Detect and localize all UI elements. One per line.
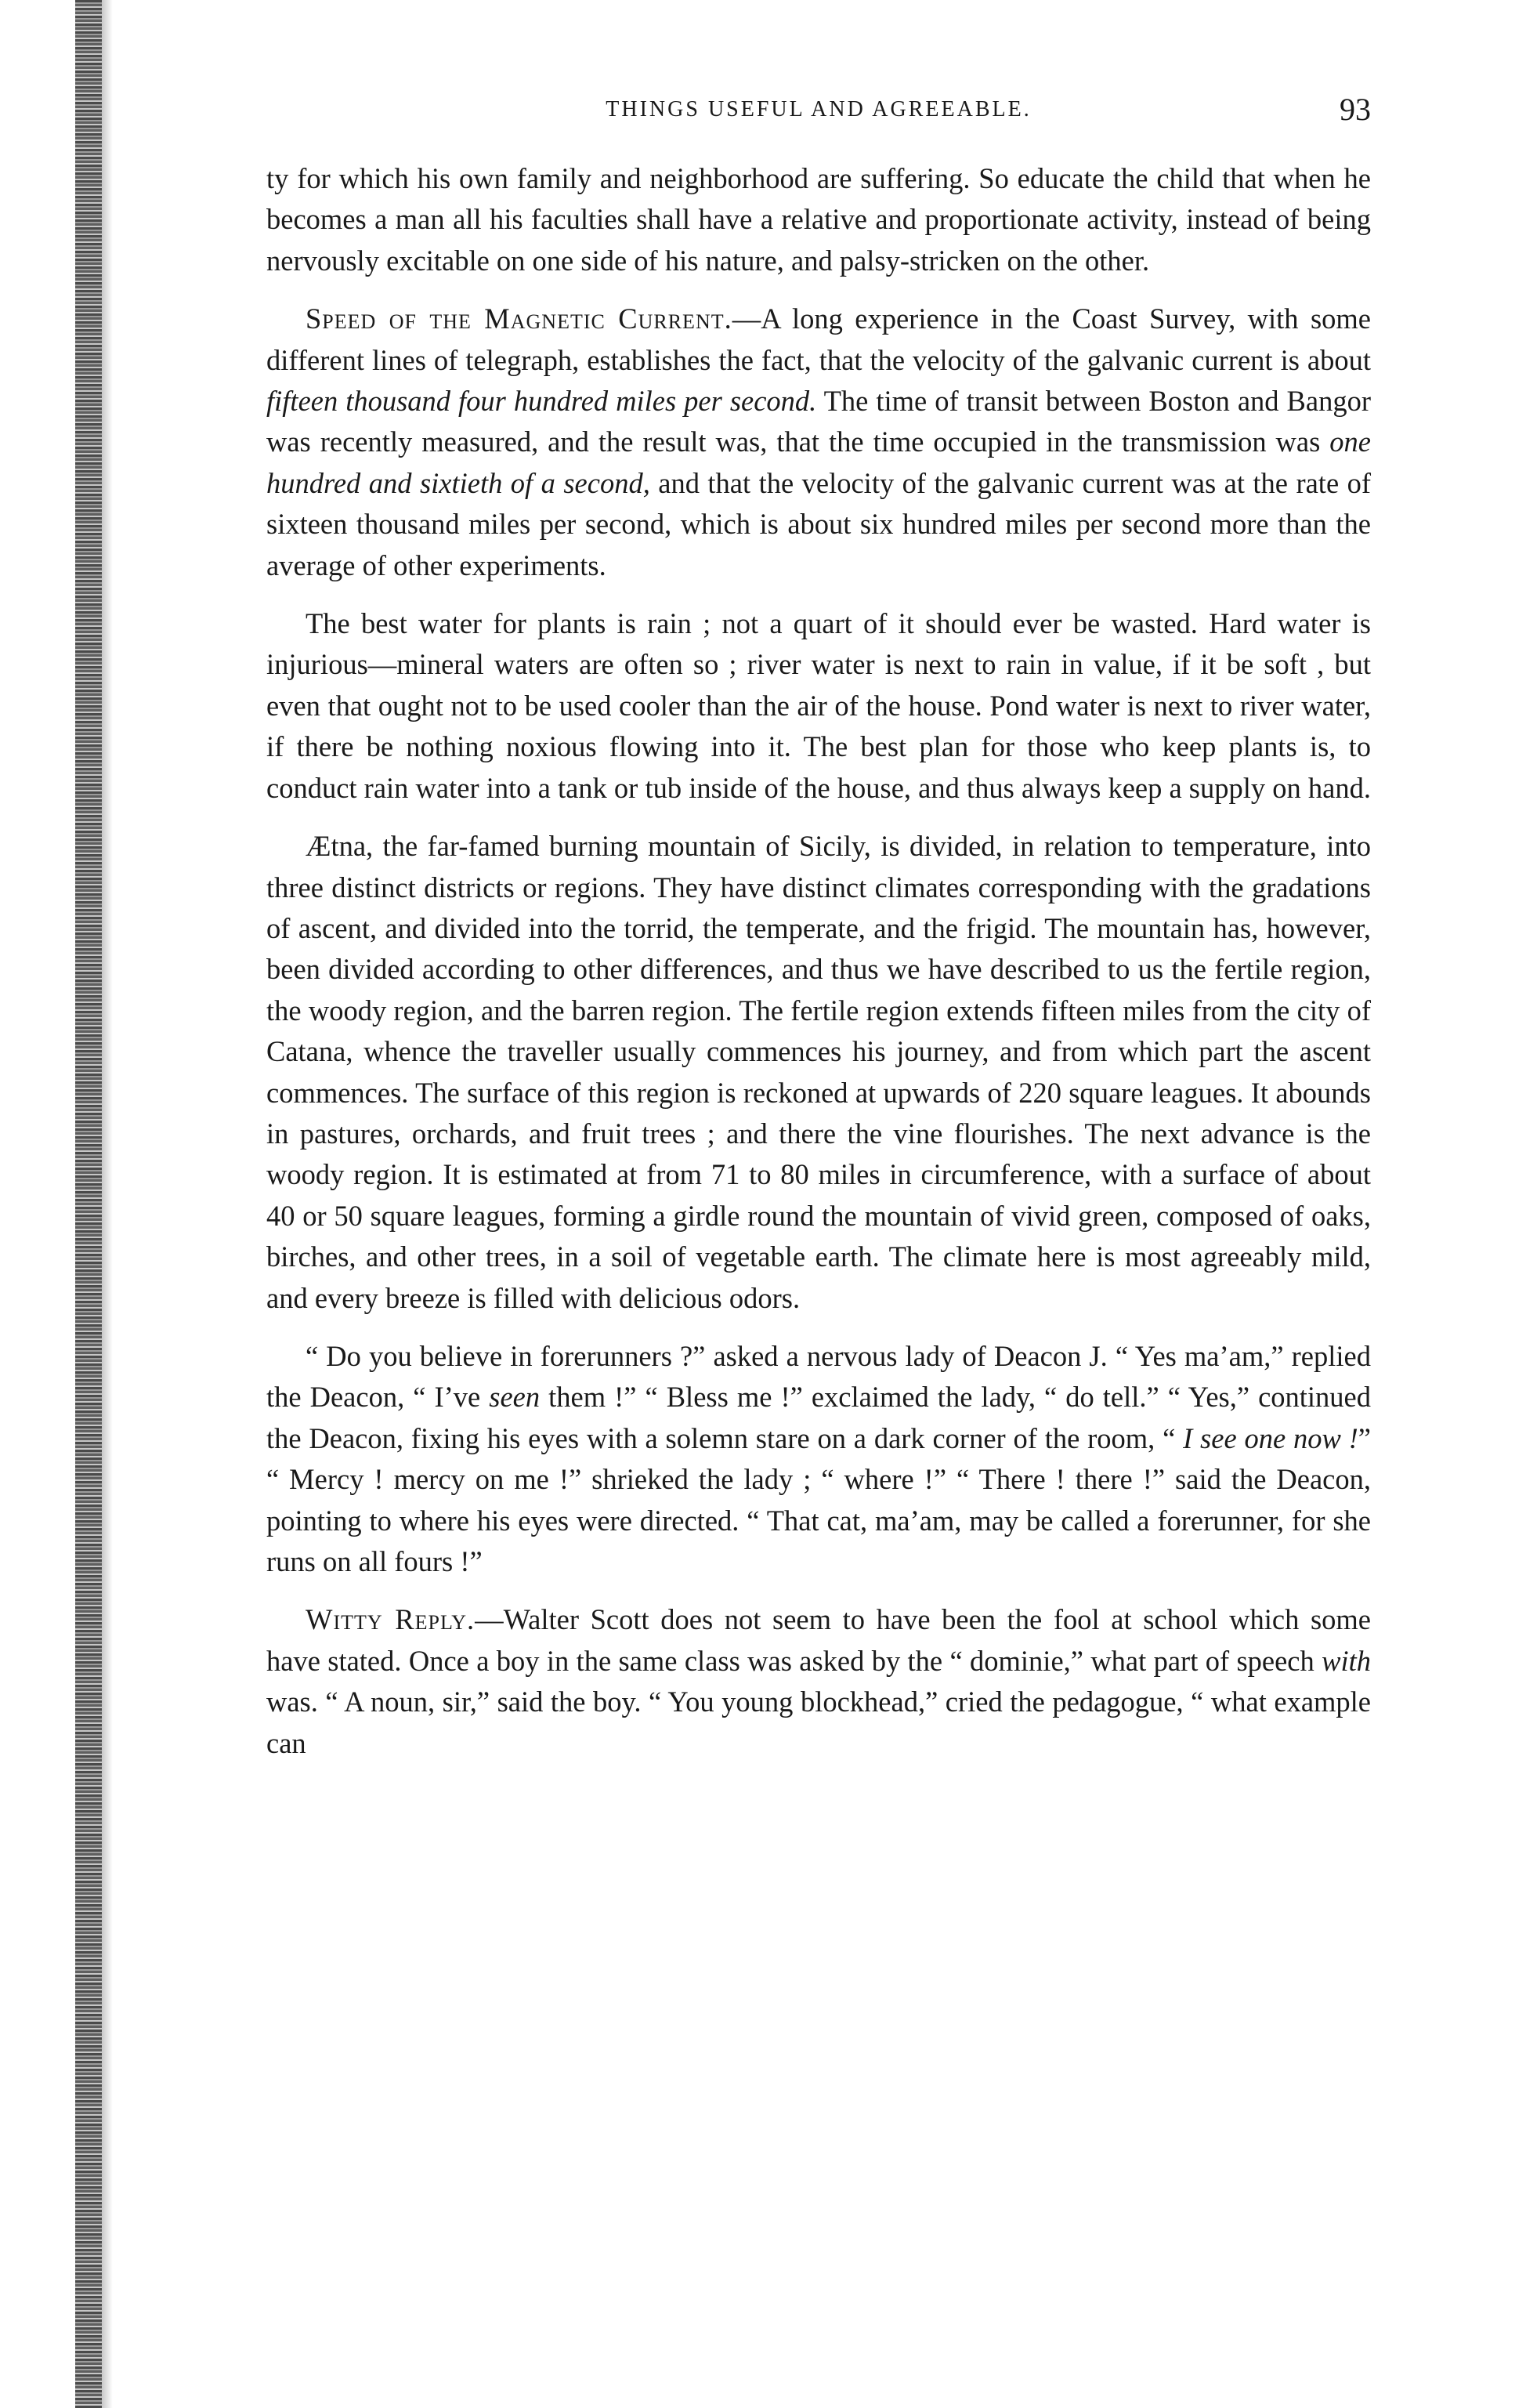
paragraph-text: Ætna, the far-famed burning mountain of Sicily, is divided, in relation to temperature, into three distinct districts or regions. They have distinct climates corresponding with the gradations of ascent, and divided into the torrid, the temperate, and the frigid. The mountain has, however, been divided according to other differences, and thus we have described to us the fertile region, the woody region, and the barren region. The fertile region extends fifteen miles from the city of Catana, whence the traveller usually commences his journey, and from which part the ascent commences. The surface of this region is reckoned at upwards of 220 square leagues. It abounds in pastures, orchards, and fruit trees ; and there the vine flourishes. The next advance is the woody region. It is estimated at from 71 to 80 miles in circumference, with a surface of about 40 or 50 square leagues, forming a girdle round the mountain of vivid green, composed of oaks, birches, and other trees, in a soil of vegetable earth. The climate here is most agreeably mild, and every breeze is filled with delicious odors. [266,830,1371,1314]
italic-word-with: with [1322,1644,1371,1677]
paragraph-text: and that the velocity of the galvanic current was at the rate of sixteen thousand miles per second, which is about six hundred miles per second more than the average of other experiments. [266,466,1371,581]
paragraph-text: The time of transit between Boston and Bangor was recently measured, and the result was, that the time occupied in the transmission was [266,385,1371,458]
paragraph-witty-reply [266,1599,1371,1764]
running-header [266,86,1371,133]
paragraph-text: —Walter Scott does not seem to have been the fool at school which some have stated. Once a boy in the same class was asked by the “ dominie,” what part of speech [266,1603,1371,1677]
paragraph-text: was. “ A noun, sir,” said the boy. “ You young blockhead,” cried the pedagogue, “ what example can [266,1686,1371,1759]
paragraph-water-for-plants [266,603,1371,809]
paragraph-text: —A long experience in the Coast Survey, with some different lines of telegraph, establishes the fact, that the velocity of the galvanic current is about [266,302,1371,376]
italic-phrase-velocity: fifteen thousand four hundred miles per second. [266,385,817,418]
paragraph-magnetic-current [266,299,1371,586]
paragraph-forerunners-anecdote [266,1336,1371,1582]
paragraph-text: “ Do you believe in forerunners ?” asked a nervous lady of Deacon J. “ Yes ma’am,” replied the Deacon, “ I’ve [266,1339,1371,1414]
section-heading-magnetic-current: Speed of the Magnetic Current. [306,302,732,335]
paragraph-text: ” “ Mercy ! mercy on me !” shrieked the lady ; “ where !” “ There ! there !” said the Deacon, pointing to where his eyes were directed. “ That cat, ma’am, may be called a forerunner, for she runs on all fours !” [266,1421,1371,1577]
paragraph-text: them !” “ Bless me !” exclaimed the lady, “ do tell.” “ Yes,” continued the Deacon, fixing his eyes with a solemn stare on a dark corner of the room, “ [266,1381,1372,1454]
paragraph-text: The best water for plants is rain ; not a quart of it should ever be wasted. Hard water is injurious—mineral waters are often so ; river water is next to rain in value, if it be soft , but even that ought not to be used cooler than the air of the house. Pond water is next to river water, if there be nothing noxious flowing into it. The best plan for those who keep plants is, to conduct rain water into a tank or tub inside of the house, and thus always keep a supply on hand. [266,607,1371,804]
book-page [266,86,1371,1764]
italic-phrase-transmission-time: one hundred and sixtieth of a second, [266,425,1371,499]
italic-phrase-see-one-now: I see one now ! [1183,1421,1358,1454]
running-title: THINGS USEFUL AND AGREEABLE. [606,97,1032,121]
section-heading-witty-reply: Witty Reply. [306,1603,476,1636]
book-binding-edge [75,0,102,2408]
page-number: 93 [1340,92,1371,127]
paragraph-education-continued [266,158,1371,281]
italic-word-seen: seen [489,1381,541,1414]
paragraph-text: ty for which his own family and neighborhood are suffering. So educate the child that when he becomes a man all his faculties shall have a relative and proportionate activity, instead of being nervously excitable on one side of his nature, and palsy-stricken on the other. [266,162,1371,277]
paragraph-etna-regions [266,826,1371,1319]
